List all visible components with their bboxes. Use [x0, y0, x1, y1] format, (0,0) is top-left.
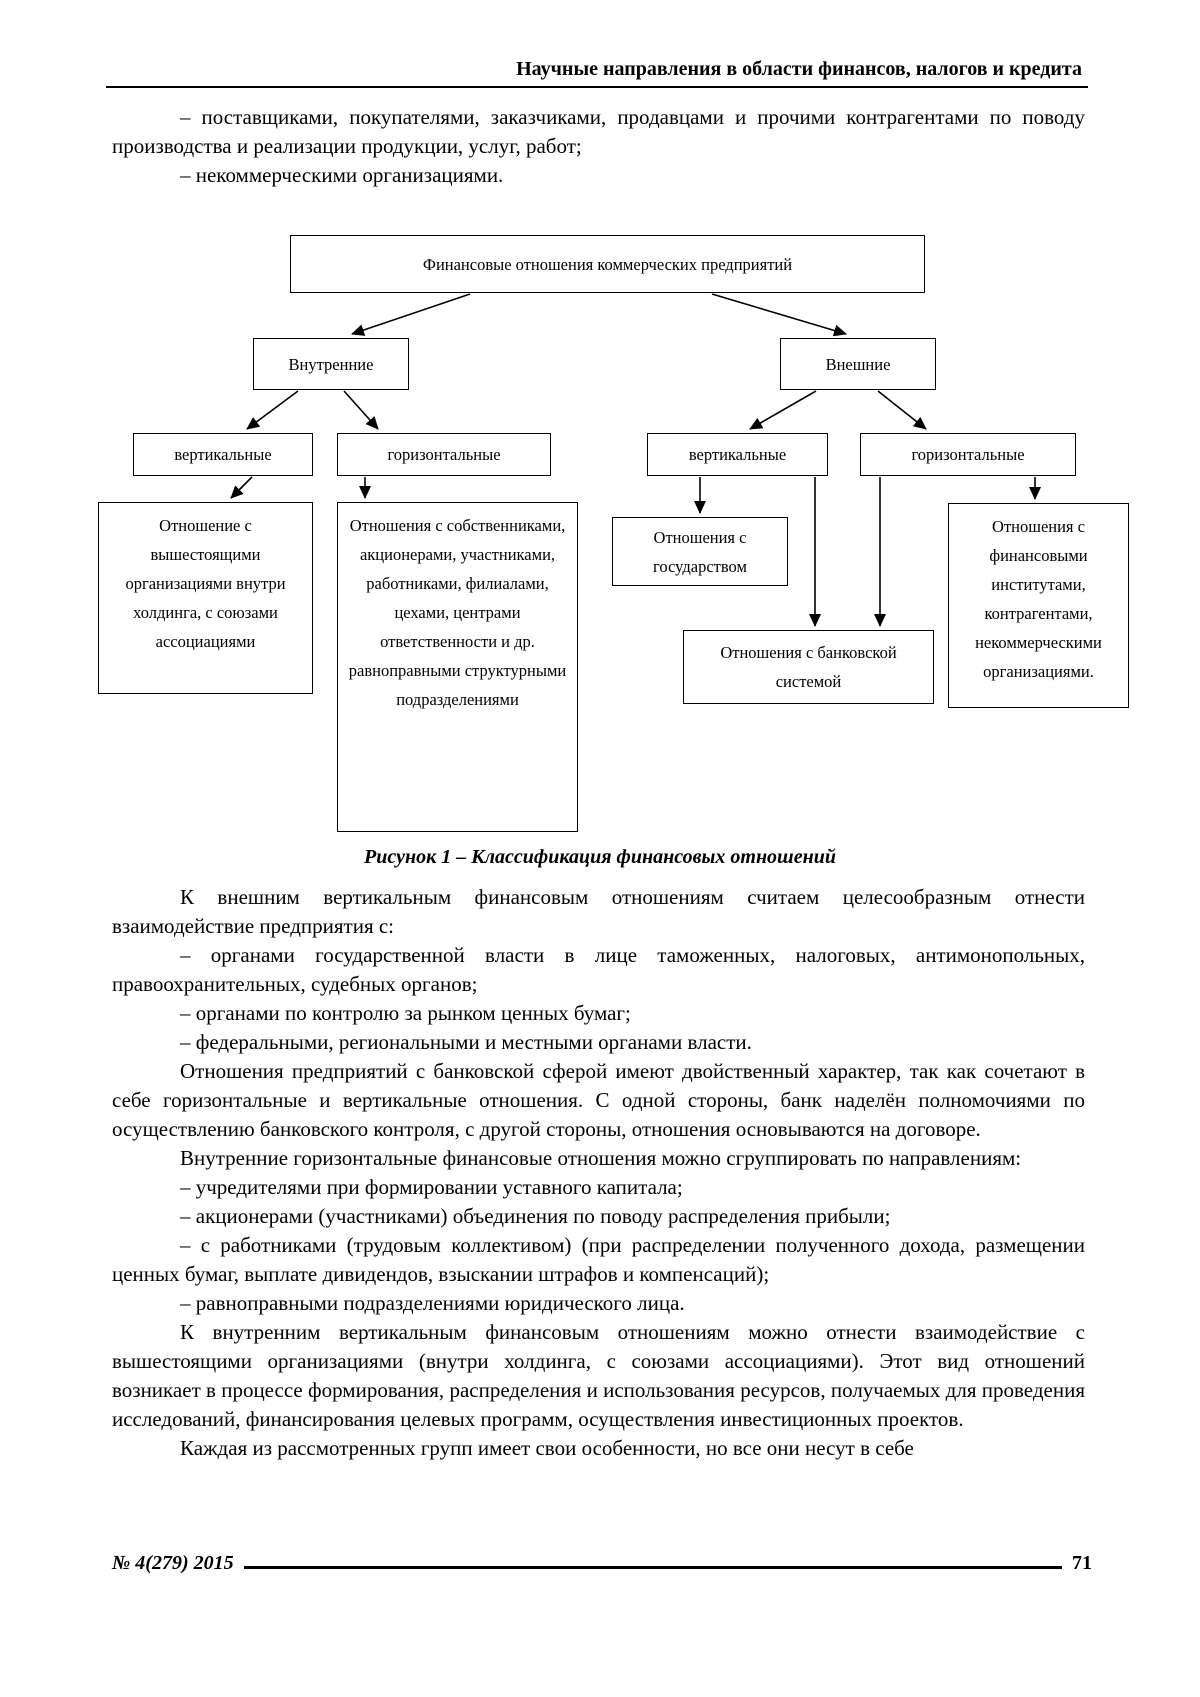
list-item: – органами государственной власти в лице таможенных, налоговых, антимонопольных, правоохранительных, судебных органов;: [112, 943, 1085, 996]
diagram-leaf-owners-relations: Отношения с собственниками, акционерами, участниками, работниками, филиалами, цехами, центрами ответственности и др. равноправными структурными подразделениями: [337, 502, 578, 832]
figure-classification-diagram: [0, 220, 1200, 838]
list-item: – органами по контролю за рынком ценных бумаг;: [180, 1001, 631, 1025]
list-item: – учредителями при формировании уставного капитала;: [180, 1175, 683, 1199]
page-footer: [112, 1552, 1092, 1575]
diagram-leaf-banking-relations: Отношения с банковской системой: [683, 630, 934, 704]
diagram-node-internal-vertical: вертикальные: [133, 433, 313, 476]
body-text: [0, 883, 1200, 1463]
running-head-title: Научные направления в области финансов, налогов и кредита: [516, 58, 1082, 80]
footer-rule: [244, 1566, 1062, 1569]
list-item: – акционерами (участниками) объединения по поводу распределения прибыли;: [180, 1204, 891, 1228]
diagram-node-root: Финансовые отношения коммерческих предприятий: [290, 235, 925, 293]
intro-list-item: – некоммерческими организациями.: [180, 163, 504, 187]
running-head: [106, 58, 1088, 88]
page-number: 71: [1072, 1552, 1092, 1574]
diagram-node-external: Внешние: [780, 338, 936, 390]
diagram-leaf-state-relations: Отношения с государством: [612, 517, 788, 586]
paragraph: Внутренние горизонтальные финансовые отношения можно сгруппировать по направлениям:: [180, 1146, 1022, 1170]
intro-list: [0, 103, 1200, 190]
diagram-node-external-vertical: вертикальные: [647, 433, 828, 476]
diagram-node-internal-horizontal: горизонтальные: [337, 433, 551, 476]
paragraph: К внутренним вертикальным финансовым отношениям можно отнести взаимодействие с вышестоящими организациями (внутри холдинга, с союзами ассоциациями). Этот вид отношений возникает в процессе формирования, распределения и использования ресурсов, получаемых для проведения исследований, финансирования целевых программ, осуществления инвестиционных проектов.: [112, 1320, 1085, 1431]
paragraph: К внешним вертикальным финансовым отношениям считаем целесообразным отнести взаимодействие предприятия с:: [112, 885, 1085, 938]
diagram-leaf-institutions-relations: Отношения с финансовыми институтами, контрагентами, некоммерческими организациями.: [948, 503, 1129, 708]
diagram-node-external-horizontal: горизонтальные: [860, 433, 1076, 476]
paragraph: Отношения предприятий с банковской сферой имеют двойственный характер, так как сочетают в себе горизонтальные и вертикальные отношения. С одной стороны, банк наделён полномочиями по осуществлению банковского контроля, с другой стороны, отношения основываются на договоре.: [112, 1059, 1085, 1141]
list-item: – федеральными, региональными и местными органами власти.: [180, 1030, 752, 1054]
figure-caption: Рисунок 1 – Классификация финансовых отношений: [364, 846, 836, 868]
list-item: – равноправными подразделениями юридического лица.: [180, 1291, 685, 1315]
issue-label: № 4(279) 2015: [112, 1552, 234, 1574]
intro-list-item: – поставщиками, покупателями, заказчиками, продавцами и прочими контрагентами по поводу производства и реализации продукции, услуг, работ;: [112, 105, 1085, 158]
diagram-node-internal: Внутренние: [253, 338, 409, 390]
paragraph: Каждая из рассмотренных групп имеет свои особенности, но все они несут в себе: [180, 1436, 914, 1460]
diagram-leaf-holding-relations: Отношение с вышестоящими организациями внутри холдинга, с союзами ассоциациями: [98, 502, 313, 694]
list-item: – с работниками (трудовым коллективом) (при распределении полученного дохода, размещении ценных бумаг, выплате дивидендов, взыскании штрафов и компенсаций);: [112, 1233, 1085, 1286]
